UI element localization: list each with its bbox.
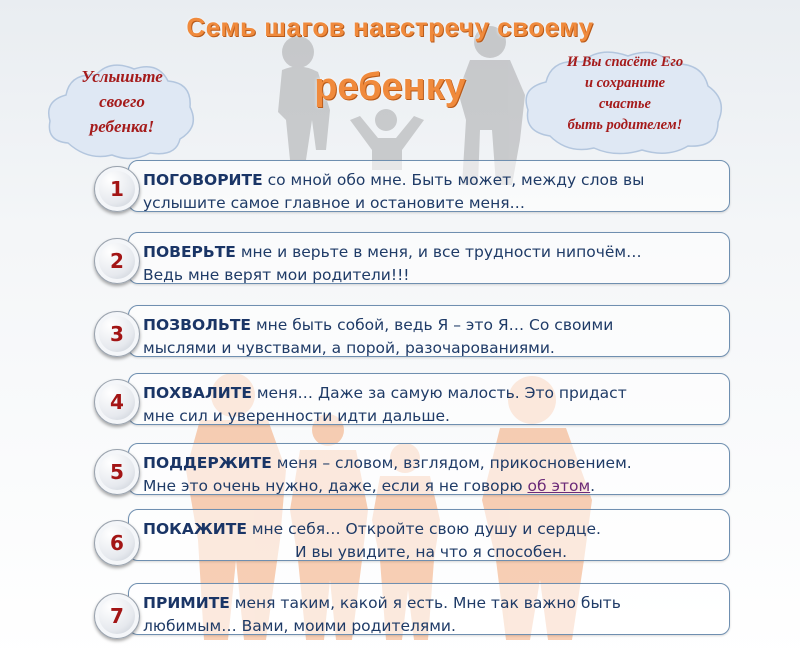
step-1-box	[128, 160, 730, 212]
step-6-box	[128, 509, 730, 561]
step-text-line-2: любимым… Вами, моими родителями.	[143, 617, 456, 635]
step-keyword: ПОДДЕРЖИТЕ	[143, 454, 272, 472]
step-number-3: 3	[94, 311, 140, 357]
step-text-line-1: меня… Даже за самую малость. Это придаст	[251, 384, 627, 402]
page-title: Семь шагов навстречу своему	[186, 12, 594, 42]
step-number-4: 4	[94, 379, 140, 425]
step-text-line-2: услышите самое главное и остановите меня…	[143, 194, 526, 212]
right-cloud-line-3: счастье	[599, 96, 651, 112]
step-number-5: 5	[94, 449, 140, 495]
left-cloud-line-2: своего	[99, 92, 145, 111]
right-cloud-line-1: И Вы спасёте Его	[566, 54, 684, 70]
left-cloud-line-1: Услышьте	[81, 67, 163, 86]
left-cloud-text	[62, 64, 182, 139]
step-number-6: 6	[94, 520, 140, 566]
page-title-line-2: ребенку	[314, 66, 466, 108]
step-text-line-1: мне быть собой, ведь Я – это Я… Со своими	[251, 316, 614, 334]
step-keyword: ПОВЕРЬТЕ	[143, 243, 236, 261]
about-this-link[interactable]: об этом	[527, 477, 591, 495]
step-keyword: ПОКАЖИТЕ	[143, 520, 247, 538]
right-cloud-text	[540, 52, 710, 136]
step-text-line-2: мне сил и уверенности идти дальше.	[143, 407, 450, 425]
step-7-box	[128, 583, 730, 635]
step-keyword: ПОЗВОЛЬТЕ	[143, 316, 252, 334]
right-cloud-line-4: быть родителем!	[567, 117, 683, 133]
step-text-line-1: мне и верьте в меня, и все трудности нипочём…	[235, 243, 642, 261]
step-keyword: ПОГОВОРИТЕ	[143, 171, 263, 189]
step-number-1: 1	[94, 166, 140, 212]
step-text-line-1: меня таким, какой я есть. Мне так важно быть	[229, 594, 621, 612]
step-4-box	[128, 373, 730, 425]
left-cloud-line-3: ребенка!	[89, 117, 155, 136]
step-text-line-2: И вы увидите, на что я способен.	[294, 543, 568, 561]
step-text-line-1: меня – словом, взглядом, прикосновением.	[271, 454, 632, 472]
step-number-2: 2	[94, 238, 140, 284]
step-keyword: ПОХВАЛИТЕ	[143, 384, 252, 402]
right-cloud-line-2: и сохраните	[584, 75, 666, 91]
step-number-7: 7	[94, 593, 140, 639]
step-keyword: ПРИМИТЕ	[143, 594, 230, 612]
step-5-box	[128, 443, 730, 495]
step-text-line-2: мыслями и чувствами, а порой, разочарованиями.	[143, 339, 555, 357]
step-text-line-2: Мне это очень нужно, даже, если я не говорю	[143, 477, 528, 495]
step-3-box	[128, 305, 730, 357]
step-2-box	[128, 232, 730, 284]
step-text-line-2: Ведь мне верят мои родители!!!	[143, 266, 410, 284]
step-text-line-1: мне себя… Откройте свою душу и сердце.	[246, 520, 601, 538]
step-text-line-1: со мной обо мне. Быть может, между слов вы	[262, 171, 645, 189]
step-text-line-2-end: .	[590, 477, 596, 495]
